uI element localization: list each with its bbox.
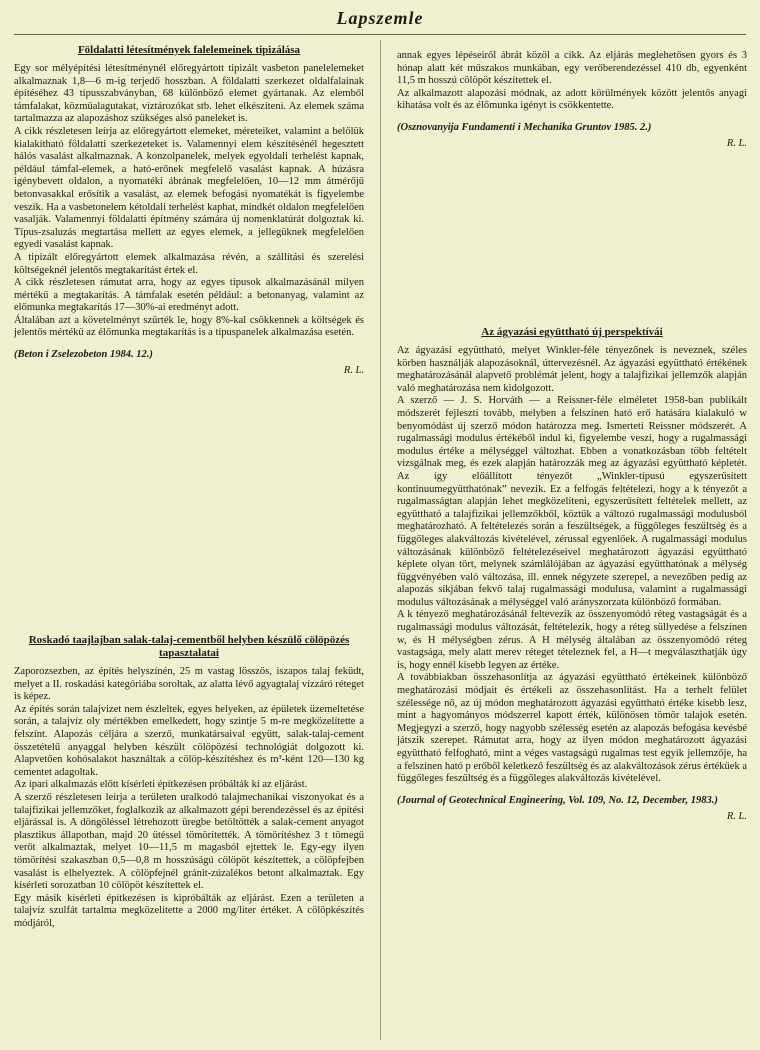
page-header: Lapszemle [336, 8, 424, 28]
paragraph: A k tényező meghatározásánál feltevezik az összenyomódó réteg vastagságát és a rugalmassági modulus változását, feltételezik, hogy a réteg süllyedése a felszínen w, és H mélységben zérus. A H mélység általában az összenyomódó réteg vastagsága, mely alatt merev réteget tételeznek fel, a H—t megválaszthatják úgy is, hogy ennél kisebb legyen az értéke. [397, 609, 747, 671]
header-divider [14, 34, 746, 35]
paragraph: A cikk részletesen leírja az előregyártott elemeket, méreteiket, valamint a belőlük kialakítható földalatti szerkezeteket is. Valamennyi elem készítésénél hegesztett hálós vasalást alkalmaznak. A konzolpanelek, melyek egyoldali terhelést kapnak, például támfal-elemek, a ható-erőnek megfelelő vasalást kapnak. A húzásra igénybevett oldalon, a nyomatéki ábrának megfelelően, 10—12 mm átmérőjű betonvasakkal erősítik a vasalást, az elemek befogási nyomatékát is figyelembe veszik. Ha a vasbetonelem kétoldali terhelést kaphat, mindkét oldalon megfelelően vasalják. Valamennyi földalatti építmény számára új nomenklatúrát dolgoztak ki. Típus-zsaluzás megtartása mellett az egyes elemek, a jellegüknek megfelelően egyedi vasalást kapnak. [14, 125, 364, 251]
paragraph: Egy sor mélyépítési létesítménynél előregyártott tipizált vasbeton panelelemeket alkalmaznak 1,8—6 m-ig terjedő hosszban. A földalatti szerkezet oldalfalainak építéséhez 43 típusszabványban, 68 különböző elemet gyártanak. Az elemből támfalakat, közműalagutakat, víztározókat stb. lehet elkészíteni. Az elemek száma tartalmazza az alapozáshoz szükséges alsó paneleket is. [14, 63, 364, 125]
paragraph: Az ágyazási együttható, melyet Winkler-féle tényezőnek is neveznek, széles körben használják alapozásoknál, úttervezésnél. Az ágyazási együttható értékének meghatározásánál alapvető problémát jelent, hogy a talajfizikai jellemzők alapján való meghatározása nem kidolgozott. [397, 345, 747, 394]
paragraph: Zaporozsezben, az építés helyszínén, 25 m vastag lösszös, iszapos talaj feküdt, melyet a II. roskadási kategóriába soroltak, az alatta lévő agyagtalaj vízzáró réteget is képez. [14, 666, 364, 703]
article-source: (Osznovanyija Fundamenti i Mechanika Gruntov 1985. 2.) [397, 121, 652, 133]
column-divider [380, 40, 381, 1040]
paragraph: annak egyes lépéseiről ábrát közöl a cikk. Az eljárás meglehetősen gyors és 3 hónap alatt két műszakos munkában, egy verőberendezéssel 410 db, egyenként 11,5 m hosszú cölöpöt készítettek el. [397, 50, 747, 87]
paragraph: Az építés során talajvizet nem észleltek, egyes helyeken, az épületek üzemeltetése során, a talajvíz oly mértékben emelkedett, hogy szintje 5 m-re megközelítette a felszínt. Alapozás céljára a szerző, munkatársaival együtt, salak-talaj-cement összetételű anyaggal helyben készült cölöpözési technológiát dolgozott ki. Alapvetően kohósalakot használtak a cölöp-készítéshez és m³-ként 120—130 kg cementet adagoltak. [14, 703, 364, 778]
paragraph: A szerző részletesen leírja a területen uralkodó talajmechanikai viszonyokat és a talajfizikai jellemzőket, foglalkozik az alkalmazott gépi berendezéssel és az építési eljárással is. A döngöléssel létrehozott üregbe betöltötték a salak-cement anyagot plasztikus állapotban, majd 20 ütéssel tömörítették. A tömörítéshez 3 t tömegű verőt alkalmaztak, melyet 10—11,5 m magasból ejtettek le. Egy-egy ilyen tömörítési szakaszban 0,5—0,8 m hosszúságú cölöpöt készítettek, a cölöpfejben vasalást is elhelyeztek. A cölöpfejnél gránit-zúzalékos betont alkalmaztak. Egy kísérleti sorozatban 10 cölöpöt készítettek el. [14, 791, 364, 892]
paragraph: Egy másik kísérleti építkezésen is kipróbálták az eljárást. Ezen a területen a talajvíz szulfát tartalma megközelítette a 2000 mg/liter értéket. A cölöpkészítés módjáról, [14, 892, 364, 929]
article-signature: R. L. [343, 365, 364, 377]
article-title: Földalatti létesítmények falelemeinek tipizálása [77, 44, 301, 56]
paragraph: A továbbiakban összehasonlítja az ágyazási együttható értékeinek különböző meghatározási módjait és értékeli az összehasonlítást. Ha a terhelt felület szélessége nő, az új módon meghatározott ágyazási együttható értéke kisebb lesz, mint a hagyományos módszerrel kapott érték, különösen tömör talajok esetén. Megjegyzi a szerző, hogy nagyobb szélesség esetén az alapozás befogása kevésbé játszik szerepet. Rámutat arra, hogy az ilyen módon meghatározott ágyazási együttható felfogható, mint a véges vastagságú rugalmas test egyik jellemzője, ha a felszínen ható p erőből keletkező feszültség és az alakváltozások zérus értékűek a függőleges feszültség és a függőleges alakváltozás kivételével. [397, 672, 747, 785]
article-source: (Beton i Zselezobeton 1984. 12.) [14, 349, 153, 361]
article-title: Roskadó taajlajban salak-talaj-cementből helyben készülő cölöpözés tapasztalatai [28, 634, 350, 659]
article-signature: R. L. [726, 137, 747, 149]
paragraph: A cikk részletesen rámutat arra, hogy az egyes típusok alkalmazásánál milyen mértékű a megtakarítás. A támfalak esetén például: a betonanyag, valamint az előmunka megtakarítás 17—30%-ai eredményt adott. [14, 277, 364, 314]
paragraph: A szerző — J. S. Horváth — a Reissner-féle elméletet 1958-ban publikált módszerét fejleszti tovább, melyben a felszínen ható erő hatására kialakuló w benyomódást új szerző módon határozza meg. Ismerteti Reissner módszerét. A rugalmassági modulus értékéből indul ki, figyelembe veszi, hogy a rugalmassági modulus értéke a mélységgel változhat. Ebben a vonatkozásban több feltételt vizsgálnak meg, és ezek alapján határozzák meg az ágyazási együttható képletét. Az így előállított tényezőt „Winkler-típusú egyszerűsített kontinuumegyütthatónak” nevezik. Ez a felfogás feltételezi, hogy a k tényezőt a rugalmasságtan alapján lehet megközelíteni, egyszerűsített feltételek mellett, az együttható a talajfizikai jellemzőkből, köztük a változó rugalmassági modulusból meghatározható. A feltételezés során a feszültségek, a függőleges feszültség és a függőleges alakváltozás kivételével, zérussal egyenlőek. A rugalmassági modulus változásának különböző feltételezéseivel meghatározott ágyazási együttható képlete olyan tört, melynek számlálójában az ágyazási együtthatónak a mélység függvényében való változása, ill. ennek négyzete szerepel, a nevezőben pedig az alapozás síkjában fekvő talaj rugalmassági modulusa, valamint a rugalmassági modulus változásának a mélységgel való arányszorzata különböző formában. [397, 395, 747, 608]
paragraph: Az alkalmazott alapozási módnak, az adott körülmények között jelentős anyagi kihatása volt és az élőmunka igényt is csökkentette. [397, 87, 747, 112]
paragraph: A tipizált előregyártott elemek alkalmazása révén, a szállítási és szerelési költségeknél jelentős megtakarítást értek el. [14, 251, 364, 276]
article-title: Az ágyazási együttható új perspektívái [481, 326, 663, 338]
article-signature: R. L. [726, 810, 747, 822]
article-slag-soil-cement-piles [14, 634, 364, 930]
article-subgrade-coefficient [397, 326, 747, 823]
article-slag-soil-cement-piles-continued [397, 50, 747, 151]
paragraph: Az ipari alkalmazás előtt kísérleti építkezésen próbálták ki az eljárást. [14, 779, 308, 791]
article-prefab-wall-elements [14, 44, 364, 378]
paragraph: Általában azt a követelményt szűrték le, hogy 8%-kal csökkennek a költségek és jelentős mértékű az élőmunka megtakarítás is a típuspanelek alkalmazása esetén. [14, 314, 364, 339]
article-source: (Journal of Geotechnical Engineering, Vol. 109, No. 12, December, 1983.) [397, 794, 718, 806]
